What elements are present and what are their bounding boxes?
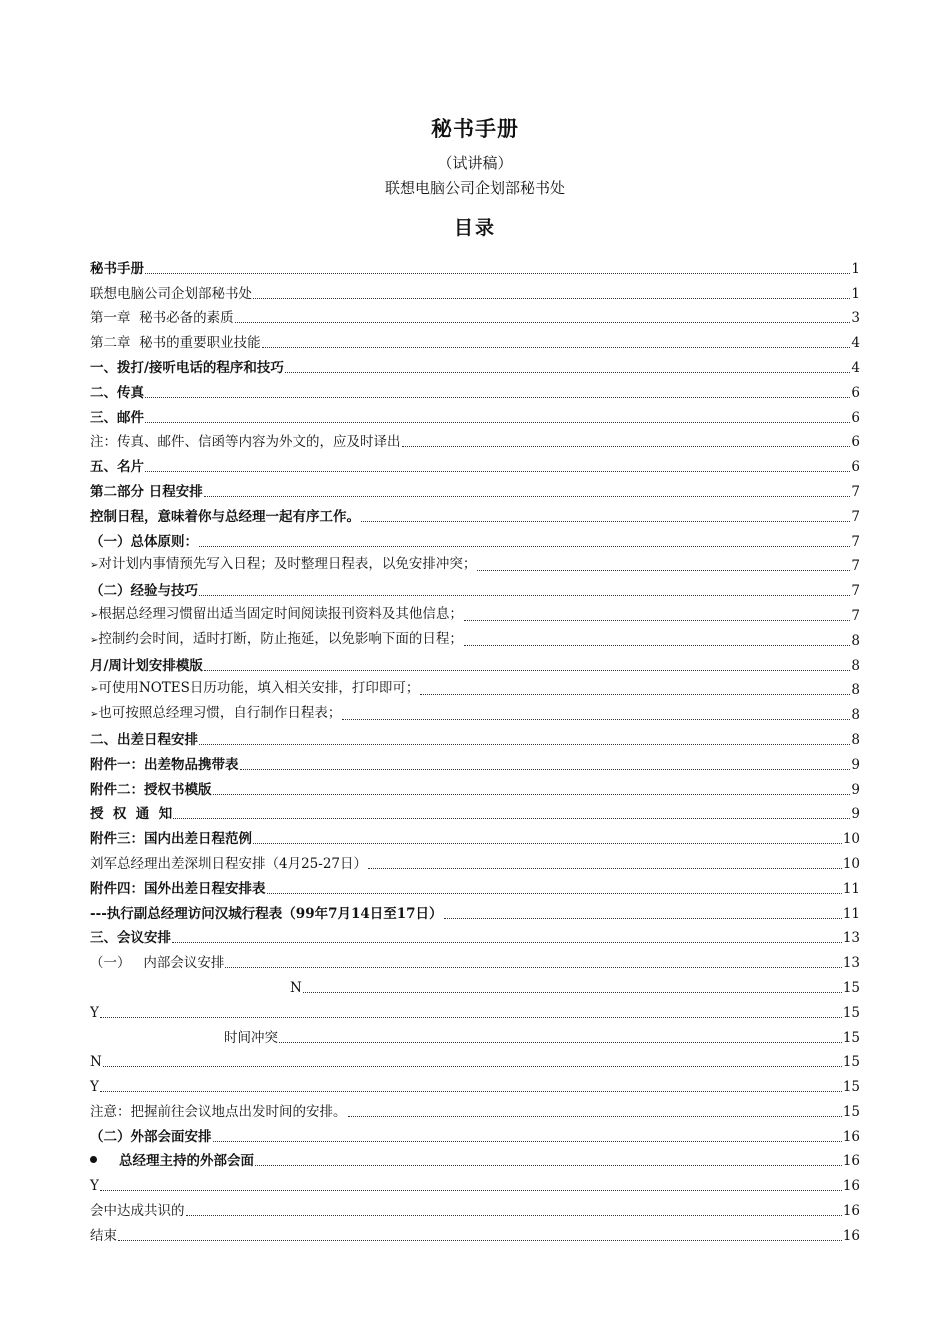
toc-entry[interactable] [90,525,860,550]
toc-leader-dots [145,421,850,423]
toc-entry-label: 授 权 通 知 [90,806,173,823]
toc-entry-label: Y [90,1079,99,1096]
toc-entry-label: 一、拨打/接听电话的程序和技巧 [90,359,284,376]
toc-entry-text [90,1104,347,1120]
document-author: 联想电脑公司企划部秘书处 [384,179,565,197]
toc-page-number: 8 [851,657,860,674]
toc-leader-dots [235,321,851,323]
toc-entry[interactable] [90,773,860,798]
toc-page-number: 1 [851,285,860,302]
toc-entry-text [90,680,419,698]
toc-page-number: 6 [851,459,860,476]
toc-entry[interactable] [90,897,860,922]
toc-leader-dots [285,371,850,373]
toc-entry[interactable] [90,922,860,947]
document-subtitle: （试讲稿） [437,154,513,172]
toc-entry-label: N [90,1054,102,1071]
toc-entry-label: 结束 [90,1227,117,1244]
toc-entry[interactable] [90,1169,860,1194]
toc-page-number: 16 [842,1128,860,1145]
toc-entry-text [90,534,198,550]
toc-entry-label: 秘书手册 [90,260,144,277]
toc-entry-label: 第一章 秘书必备的素质 [90,310,234,327]
toc-leader-dots [186,1214,842,1216]
toc-leader-dots [402,445,851,447]
toc-entry-text [90,831,252,847]
toc-entry-label: 二、传真 [90,384,144,401]
toc-leader-dots [444,917,842,919]
toc-entry-text [90,606,463,624]
toc-entry-label: 五、名片 [90,459,144,476]
toc-page-number: 7 [851,483,860,500]
toc-entry[interactable] [90,599,860,624]
toc-page-number: 4 [851,335,860,352]
toc-page-number: 8 [851,682,860,699]
toc-entry-text [90,806,172,822]
toc-page-number: 1 [851,260,860,277]
toc-entry-label: 控制日程，意味着你与总经理一起有序工作。 [90,508,360,525]
toc-entry-text [90,757,239,773]
toc-leader-dots [303,991,842,993]
toc-leader-dots [173,817,850,819]
toc-entry[interactable] [90,649,860,674]
toc-entry[interactable] [90,277,860,302]
toc-entry[interactable] [90,748,860,773]
toc-entry-label: 对计划内事情预先写入日程；及时整理日程表，以免安排冲突； [98,556,477,573]
toc-entry-text [90,1005,99,1021]
toc-page-number: 7 [851,607,860,624]
toc-entry-text [90,1178,99,1194]
toc-entry-text [90,360,284,376]
toc-leader-dots [100,1189,842,1191]
toc-entry[interactable] [90,500,860,525]
toc-entry-text [90,583,198,599]
toc-leader-dots [103,1065,842,1067]
toc-leader-dots [348,1115,842,1117]
toc-page-number: 16 [842,1153,860,1170]
toc-entry-text [90,1129,212,1145]
toc-entry[interactable] [90,426,860,451]
toc-page-number: 6 [851,409,860,426]
toc-leader-dots [100,1016,842,1018]
toc-entry[interactable] [90,401,860,426]
document-title: 秘书手册 [431,116,519,141]
toc-leader-dots [145,470,850,472]
toc-entry-label: 也可按照总经理习惯，自行制作日程表； [98,705,342,722]
toc-entry-label: 附件三：国内出差日程范例 [90,831,252,848]
toc-entry-label: 注意：把握前往会议地点出发时间的安排。 [90,1103,347,1120]
toc-leader-dots [213,793,851,795]
toc-entry[interactable] [90,946,860,971]
toc-entry-label: 控制约会时间，适时打断，防止拖延，以免影响下面的日程； [98,630,463,647]
toc-page-number: 8 [851,731,860,748]
toc-entry-text [90,658,203,674]
toc-leader-dots [464,619,851,621]
toc-leader-dots [199,743,850,745]
toc-entry-text [90,782,212,798]
toc-page-number: 11 [842,880,860,897]
toc-entry-label: 月/周计划安排模版 [90,657,203,674]
arrow-bullet-icon: ➢ [90,560,99,572]
toc-page-number: 15 [842,1103,860,1120]
toc-entry-text [90,1030,278,1046]
toc-entry[interactable] [90,674,860,699]
toc-leader-dots [225,966,841,968]
toc-entry-label: 二、出差日程安排 [90,731,198,748]
toc-entry-text [90,980,302,996]
toc-entry[interactable] [90,475,860,500]
toc-entry-label: （一）总体原则： [90,533,198,550]
toc-entry-text [90,434,401,450]
toc-leader-dots [199,594,850,596]
toc-page-number: 13 [842,955,860,972]
toc-entry-text [90,1153,254,1169]
toc-page-number: 7 [851,583,860,600]
toc-entry-text [90,484,203,500]
toc-entry[interactable] [90,698,860,723]
toc-leader-dots [172,941,842,943]
toc-entry[interactable] [90,1219,860,1244]
toc-entry-label: 可使用NOTES日历功能，填入相关安排，打印即可； [98,680,420,697]
toc-page-number: 3 [851,310,860,327]
toc-entry[interactable] [90,723,860,748]
toc-leader-dots [420,693,850,695]
toc-entry-label: 时间冲突 [224,1029,278,1046]
toc-page-number: 6 [851,434,860,451]
toc-entry-label: 刘军总经理出差深圳日程安排（4月25-27日） [90,855,368,872]
toc-entry-text [90,930,171,946]
toc-leader-dots [368,867,842,869]
toc-entry-text [90,906,443,922]
toc-page-number: 10 [842,855,860,872]
toc-leader-dots [118,1239,842,1241]
toc-page-number: 15 [842,1054,860,1071]
toc-entry[interactable] [90,574,860,599]
toc-entry-label: 总经理主持的外部会面 [119,1153,254,1170]
toc-entry[interactable] [90,326,860,351]
toc-entry-text [90,705,341,723]
toc-page-number: 16 [842,1227,860,1244]
toc-heading: 目录 [453,217,496,239]
toc-entry-label: 联想电脑公司企划部秘书处 [90,285,252,302]
toc-entry-label: 第二章 秘书的重要职业技能 [90,335,261,352]
arrow-bullet-icon: ➢ [90,609,99,621]
toc-entry-label: （二）经验与技巧 [90,583,198,600]
toc-leader-dots [361,520,850,522]
toc-page-number: 15 [842,1079,860,1096]
toc-entry-text [90,1054,102,1070]
toc-entry-label: 附件二：授权书模版 [90,781,212,798]
bullet-icon [90,1156,97,1163]
toc-entry-label: 第二部分 日程安排 [90,483,203,500]
toc-entry-text [90,509,360,525]
toc-entry[interactable] [90,1095,860,1120]
toc-entry-text [90,286,252,302]
toc-page-number: 15 [842,979,860,996]
toc-entry[interactable] [90,450,860,475]
toc-leader-dots [213,1140,842,1142]
toc-page-number: 13 [842,930,860,947]
toc-entry-text [90,1203,185,1219]
arrow-bullet-icon: ➢ [90,684,99,696]
toc-leader-dots [255,1164,842,1166]
toc-leader-dots [279,1041,842,1043]
toc-entry-label: 附件四：国外出差日程安排表 [90,880,266,897]
toc-page-number: 10 [842,831,860,848]
toc-entry[interactable] [90,1120,860,1145]
toc-entry-text [90,261,144,277]
toc-leader-dots [253,842,842,844]
toc-entry[interactable] [90,1070,860,1095]
toc-entry[interactable] [90,996,860,1021]
toc-leader-dots [477,569,850,571]
toc-page-number: 8 [851,707,860,724]
toc-entry[interactable] [90,376,860,401]
toc-entry-label: 附件一：出差物品携带表 [90,756,239,773]
toc-entry[interactable] [90,1046,860,1071]
toc-page-number: 4 [851,359,860,376]
toc-entry[interactable] [90,351,860,376]
toc-entry[interactable] [90,798,860,823]
toc-entry[interactable] [90,550,860,575]
toc-page-number: 11 [842,905,860,922]
toc-entry-text [90,856,367,872]
toc-entry-label: 会中达成共识的 [90,1203,185,1220]
toc-page-number: 9 [851,781,860,798]
toc-leader-dots [199,545,850,547]
toc-entry[interactable] [90,252,860,277]
toc-entry-text [90,556,476,574]
toc-page-number: 15 [842,1029,860,1046]
toc-leader-dots [262,346,851,348]
arrow-bullet-icon: ➢ [90,709,99,721]
toc-leader-dots [204,669,850,671]
toc-leader-dots [145,272,850,274]
toc-leader-dots [253,297,850,299]
toc-entry-text [90,881,266,897]
toc-entry-text [90,410,144,426]
toc-entry-text [90,310,234,326]
toc-entry[interactable] [90,1145,860,1170]
toc-entry-label: 三、邮件 [90,409,144,426]
toc-leader-dots [342,718,850,720]
toc-entry[interactable] [90,1021,860,1046]
toc-entry-text [90,1228,117,1244]
toc-page-number: 16 [842,1203,860,1220]
toc-entry[interactable] [90,822,860,847]
toc-entry[interactable] [90,971,860,996]
toc-leader-dots [464,644,851,646]
toc-entry-label: （一） 内部会议安排 [90,955,225,972]
toc-page-number: 7 [851,533,860,550]
toc-entry[interactable] [90,302,860,327]
toc-page-number: 9 [851,806,860,823]
toc-leader-dots [267,892,842,894]
toc-leader-dots [145,396,850,398]
toc-entry[interactable] [90,624,860,649]
arrow-bullet-icon: ➢ [90,634,99,646]
toc-entry-label: 根据总经理习惯留出适当固定时间阅读报刊资料及其他信息； [98,605,463,622]
toc-page-number: 9 [851,756,860,773]
toc-leader-dots [240,768,851,770]
toc-leader-dots [204,495,851,497]
toc-entry-label: 三、会议安排 [90,930,171,947]
toc-page-number: 6 [851,384,860,401]
toc-page-number: 8 [851,632,860,649]
toc-entry-label: ---执行副总经理访问汉城行程表（99年7月14日至17日） [90,905,443,922]
toc-entry[interactable] [90,872,860,897]
table-of-contents [90,252,860,1244]
toc-page-number: 7 [851,508,860,525]
toc-entry[interactable] [90,847,860,872]
toc-page-number: 7 [851,558,860,575]
toc-page-number: 15 [842,1004,860,1021]
toc-entry-text [90,631,463,649]
toc-entry-text [90,335,261,351]
toc-entry-text [90,1079,99,1095]
toc-page-number: 16 [842,1178,860,1195]
toc-entry-label: 注：传真、邮件、信函等内容为外文的，应及时译出 [90,434,401,451]
toc-entry-text [90,955,224,971]
toc-leader-dots [100,1090,842,1092]
toc-entry-label: Y [90,1178,99,1195]
toc-entry-label: （二）外部会面安排 [90,1128,212,1145]
toc-entry-text [90,459,144,475]
toc-entry-label: N [290,979,302,996]
toc-entry-label: Y [90,1004,99,1021]
toc-entry-text [90,385,144,401]
toc-entry-text [90,732,198,748]
toc-entry[interactable] [90,1194,860,1219]
